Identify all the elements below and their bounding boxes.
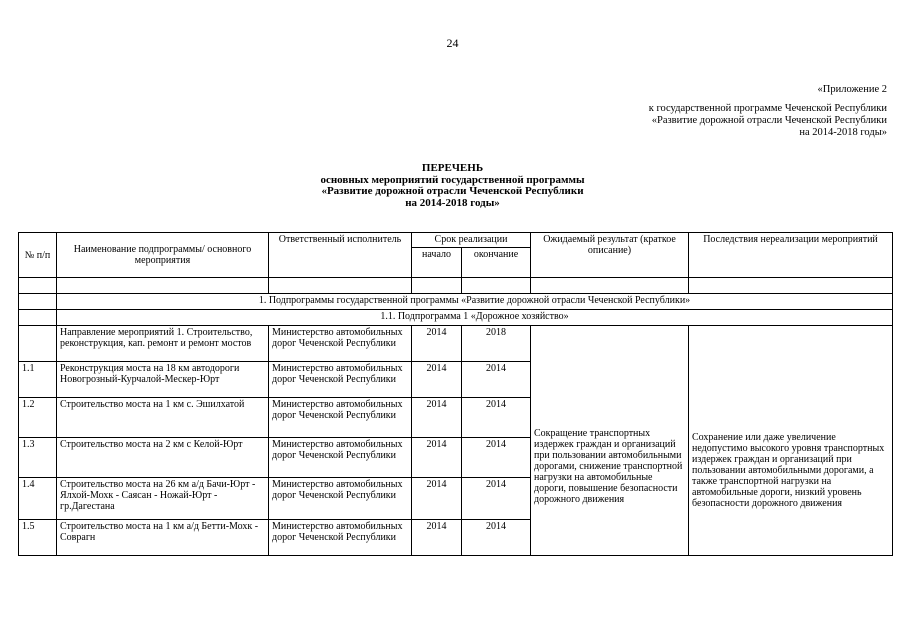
row-start: 2014 bbox=[412, 520, 462, 556]
title-line-1: ПЕРЕЧЕНЬ bbox=[421, 162, 484, 174]
empty-cell bbox=[19, 310, 57, 326]
empty-cell bbox=[269, 278, 412, 294]
row-num: 1.2 bbox=[19, 398, 57, 438]
row-num: 1.5 bbox=[19, 520, 57, 556]
row-num: 1.3 bbox=[19, 438, 57, 478]
appendix-line-1: «Приложение 2 bbox=[817, 84, 887, 95]
header-consequence: Последствия нереализации мероприятий bbox=[689, 233, 893, 278]
empty-cell bbox=[531, 278, 689, 294]
empty-row bbox=[19, 278, 893, 294]
header-name: Наименование подпрограммы/ основного мероприятия bbox=[57, 233, 269, 278]
row-end: 2014 bbox=[462, 520, 531, 556]
title-line-3: «Развитие дорожной отрасли Чеченской Республики bbox=[321, 185, 584, 197]
header-start: начало bbox=[412, 248, 462, 278]
subsection-heading: 1.1. Подпрограмма 1 «Дорожное хозяйство» bbox=[57, 310, 893, 326]
row-name: Строительство моста на 2 км с Келой-Юрт bbox=[57, 438, 269, 478]
page-number: 24 bbox=[446, 36, 459, 50]
header-result: Ожидаемый результат (краткое описание) bbox=[531, 233, 689, 278]
appendix-line-2: к государственной программе Чеченской Республики bbox=[648, 103, 887, 114]
empty-cell bbox=[19, 326, 57, 362]
row-name: Строительство моста на 26 км а/д Бачи-Юрт - Ялхой-Мохк - Саясан - Ножай-Юрт - гр.Дагестана bbox=[57, 478, 269, 520]
row-executor: Министерство автомобильных дорог Чеченской Республики bbox=[269, 362, 412, 398]
header-num: № п/п bbox=[19, 233, 57, 278]
empty-cell bbox=[19, 278, 57, 294]
row-start: 2014 bbox=[412, 478, 462, 520]
direction-end: 2018 bbox=[462, 326, 531, 362]
direction-start: 2014 bbox=[412, 326, 462, 362]
expected-result: Сокращение транспортных издержек граждан и организаций при пользовании автомобильными дорогами, снижение транспортной нагрузки на автомобильные дороги, повышение безопасности дорожного движения bbox=[531, 326, 689, 556]
appendix-line-4: на 2014-2018 годы» bbox=[799, 127, 887, 138]
direction-executor: Министерство автомобильных дорог Чеченской Республики bbox=[269, 326, 412, 362]
title-line-2: основных мероприятий государственной программы bbox=[320, 173, 585, 186]
row-executor: Министерство автомобильных дорог Чеченской Республики bbox=[269, 520, 412, 556]
row-executor: Министерство автомобильных дорог Чеченской Республики bbox=[269, 478, 412, 520]
section-heading: 1. Подпрограммы государственной программы «Развитие дорожной отрасли Чеченской Республики» bbox=[57, 294, 893, 310]
row-end: 2014 bbox=[462, 438, 531, 478]
row-end: 2014 bbox=[462, 362, 531, 398]
header-end: окончание bbox=[462, 248, 531, 278]
table-row bbox=[19, 326, 893, 362]
row-name: Строительство моста на 1 км с. Эшилхатой bbox=[57, 398, 269, 438]
empty-cell bbox=[57, 278, 269, 294]
appendix-line-3: «Развитие дорожной отрасли Чеченской Республики bbox=[651, 115, 887, 126]
empty-cell bbox=[412, 278, 462, 294]
measures-table bbox=[18, 232, 893, 556]
row-executor: Министерство автомобильных дорог Чеченской Республики bbox=[269, 398, 412, 438]
row-name: Строительство моста на 1 км а/д Бетти-Мохк - Соврагн bbox=[57, 520, 269, 556]
header-executor: Ответственный исполнитель bbox=[269, 233, 412, 278]
row-executor: Министерство автомобильных дорог Чеченской Республики bbox=[269, 438, 412, 478]
appendix-note bbox=[649, 84, 887, 139]
empty-cell bbox=[689, 278, 893, 294]
direction-name: Направление мероприятий 1. Строительство, реконструкция, кап. ремонт и ремонт мостов bbox=[57, 326, 269, 362]
row-end: 2014 bbox=[462, 398, 531, 438]
row-start: 2014 bbox=[412, 398, 462, 438]
non-implementation-consequence: Сохранение или даже увеличение недопустимо высокого уровня транспортных издержек граждан и организаций при пользовании автомобильными дорогами, а также транспортной нагрузки на автомобильные дороги, низкий уровень безопасности дорожного движения bbox=[689, 326, 893, 556]
title-line-4: на 2014-2018 годы» bbox=[405, 196, 500, 209]
header-term: Срок реализации bbox=[412, 233, 531, 248]
row-start: 2014 bbox=[412, 438, 462, 478]
row-end: 2014 bbox=[462, 478, 531, 520]
row-num: 1.1 bbox=[19, 362, 57, 398]
empty-cell bbox=[19, 294, 57, 310]
row-num: 1.4 bbox=[19, 478, 57, 520]
row-start: 2014 bbox=[412, 362, 462, 398]
document-title bbox=[0, 163, 905, 209]
empty-cell bbox=[462, 278, 531, 294]
row-name: Реконструкция моста на 18 км автодороги Новогрозный-Курчалой-Мескер-Юрт bbox=[57, 362, 269, 398]
